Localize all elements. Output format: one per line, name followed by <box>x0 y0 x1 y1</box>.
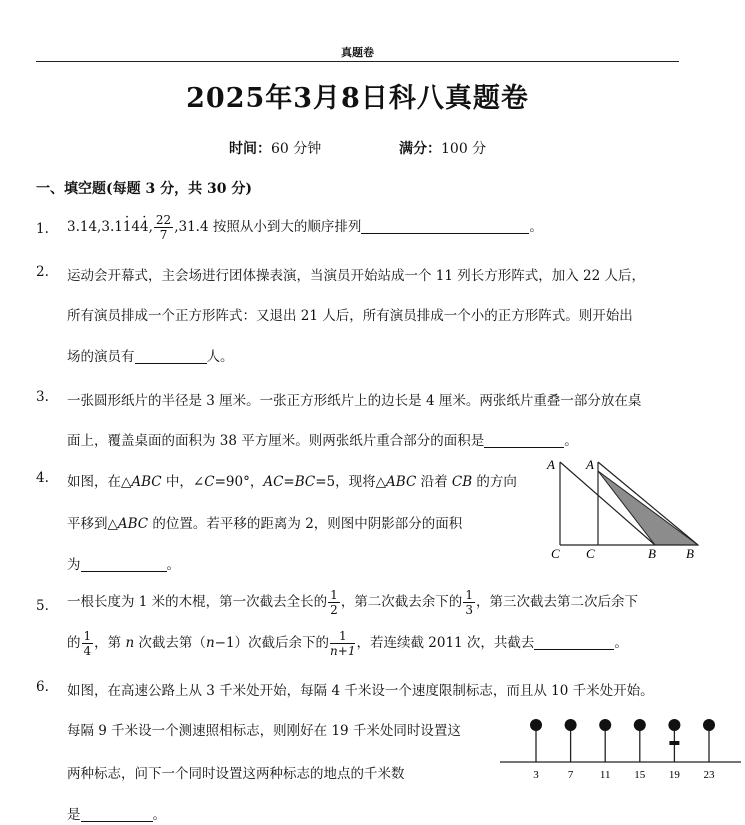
q5-answer-blank[interactable] <box>534 635 614 650</box>
page-title: 2025年3月8日科八真题卷 <box>186 83 529 114</box>
q1-repeating-digit: 1 · <box>123 219 132 235</box>
q5-text: 一根长度为 1 米的木棍，第一次截去全长的 <box>67 594 328 610</box>
km-label: 15 <box>634 769 646 781</box>
q1-text <box>67 213 543 242</box>
q2-text: 人。 <box>206 349 234 365</box>
q1-number: 1. <box>36 221 49 237</box>
q5-text: −1）次截后余下的 <box>214 635 330 651</box>
q6-text: 是 <box>67 807 81 823</box>
fraction-numerator: 1 <box>330 588 338 602</box>
q5-text: ，第二次截去余下的 <box>340 594 463 610</box>
speed-limit-sign <box>599 719 611 731</box>
running-header: 真题卷 <box>341 46 374 59</box>
q4-text: =90°， <box>214 474 264 490</box>
q5-math: n <box>205 635 215 651</box>
q1-fraction <box>154 213 173 242</box>
speed-limit-sign <box>565 719 577 731</box>
time-value: 60 分钟 <box>271 141 322 157</box>
header-rule <box>36 61 679 62</box>
q4-math: ABC <box>117 516 149 532</box>
q4-math: ABC <box>386 474 417 490</box>
label-a-prime: A <box>586 457 594 472</box>
q6-line-1: 如图，在高速公路上从 3 千米处开始，每隔 4 千米设一个速度限制标志，而且从 10 千米处开始。 <box>67 683 654 699</box>
sign-markers <box>530 719 715 781</box>
speed-limit-sign <box>668 719 680 731</box>
q4-text: 中，∠ <box>161 474 205 490</box>
q3-text: 面上，覆盖桌面的面积为 38 平方厘米。则两张纸片重合部分的面积是 <box>67 433 485 449</box>
q3-line-2 <box>67 429 578 449</box>
q4-line-1 <box>67 470 517 490</box>
q3-line-1: 一张圆形纸片的半径是 3 厘米。一张正方形纸片上的边长是 4 厘米。两张纸片重叠一部分放在桌 <box>67 393 642 409</box>
q2-text: 场的演员有 <box>67 349 135 365</box>
q4-text: 如图，在△ <box>67 474 132 490</box>
q5-text: ，第 <box>94 635 126 651</box>
q5-fraction-n <box>330 629 355 658</box>
label-b: B <box>648 546 656 561</box>
score-label: 满分： <box>399 141 441 157</box>
speed-limit-sign <box>703 719 715 731</box>
q4-math: C <box>204 474 215 490</box>
q4-number: 4. <box>36 470 49 486</box>
q5-line-1 <box>67 588 638 617</box>
q6-line-3: 两种标志，问下一个同时设置这两种标志的地点的千米数 <box>67 766 405 782</box>
q1-part: ,31.4 按照从小到大的顺序排列 <box>174 219 362 235</box>
q5-text: ，第三次截去第二次后余下 <box>475 594 638 610</box>
q5-text: 次截去第（ <box>134 635 206 651</box>
q5-number: 5. <box>36 598 49 614</box>
q4-line-2 <box>67 512 462 532</box>
q1-answer-blank[interactable] <box>361 219 529 234</box>
label-c-prime: C <box>586 546 595 561</box>
q4-text: 。 <box>166 557 180 573</box>
q4-text: 的方向 <box>472 474 517 490</box>
q2-line-1: 运动会开幕式，主会场进行团体操表演，当演员开始站成一个 11 列长方形阵式，加入 22 人后， <box>67 268 646 284</box>
q2-line-3 <box>67 345 234 365</box>
q6-line-2: 每隔 9 千米设一个测速照相标志，则刚好在 19 千米处同时设置这 <box>67 723 461 739</box>
q5-fraction-quarter <box>82 629 94 658</box>
fraction-numerator: 1 <box>83 629 92 643</box>
q3-text: 。 <box>564 433 578 449</box>
label-a: A <box>547 457 555 472</box>
q5-math: n <box>125 635 135 651</box>
q1-part: , <box>148 219 153 235</box>
fraction-denominator: 2 <box>330 603 338 617</box>
label-c: C <box>551 546 560 561</box>
q4-text: 沿着 <box>416 474 452 490</box>
q2-number: 2. <box>36 264 49 280</box>
q1-part: 3.14,3.1 <box>67 219 123 235</box>
q2-answer-blank[interactable] <box>135 349 207 364</box>
q6-text: 。 <box>152 807 166 823</box>
q5-text: 的 <box>67 635 81 651</box>
q5-text: ，若连续截 2011 次，共截去 <box>356 635 535 651</box>
q5-text: 。 <box>614 635 628 651</box>
fraction-numerator: 22 <box>155 213 172 227</box>
fraction-numerator: 1 <box>330 629 355 644</box>
fraction-denominator: 7 <box>159 228 168 242</box>
q3-number: 3. <box>36 389 49 405</box>
q5-fraction-third <box>463 588 475 617</box>
section-heading: 一、填空题(每题 3 分，共 30 分) <box>36 181 252 197</box>
q4-text: 为 <box>67 557 81 573</box>
fraction-denominator: n+1 <box>330 644 356 658</box>
time-label: 时间： <box>229 141 271 157</box>
fraction-numerator: 1 <box>465 588 473 602</box>
time-info <box>229 138 321 158</box>
q6-answer-blank[interactable] <box>81 807 153 822</box>
q1-part: 4 <box>131 219 141 235</box>
q6-number: 6. <box>36 679 49 695</box>
q5-line-2 <box>67 629 628 658</box>
q4-text: 的位置。若平移的距离为 2，则图中阴影部分的面积 <box>148 516 463 532</box>
q4-math: CB <box>451 474 473 490</box>
km-label: 3 <box>533 769 539 781</box>
score-value: 100 分 <box>441 141 487 157</box>
q1-part: 。 <box>529 219 543 235</box>
q4-math: ABC <box>131 474 162 490</box>
speed-limit-sign <box>634 719 646 731</box>
q5-fraction-half <box>328 588 340 617</box>
q4-text: 平移到△ <box>67 516 118 532</box>
fraction-denominator: 3 <box>465 603 473 617</box>
q4-answer-blank[interactable] <box>81 557 167 572</box>
speed-limit-sign <box>530 719 542 731</box>
km-label: 7 <box>567 769 574 781</box>
q1-repeating-digit: 4 · <box>140 219 149 235</box>
km-label: 19 <box>668 769 680 781</box>
speed-camera-sign <box>669 741 679 745</box>
km-label: 11 <box>599 769 611 781</box>
score-info <box>399 138 486 158</box>
highway-signs-figure <box>498 712 743 784</box>
q3-answer-blank[interactable] <box>484 433 564 448</box>
triangle-translation-figure <box>540 452 705 564</box>
q4-math: AC=BC <box>263 474 316 490</box>
q2-line-2: 所有演员排成一个正方形阵式：又退出 21 人后，所有演员排成一个小的正方形阵式。则开始出 <box>67 308 633 324</box>
km-label: 23 <box>703 769 715 781</box>
q6-line-4 <box>67 803 166 823</box>
q4-line-3 <box>67 553 180 573</box>
fraction-denominator: 4 <box>83 644 92 658</box>
label-b-prime: B <box>686 546 694 561</box>
q4-text: =5，现将△ <box>315 474 387 490</box>
